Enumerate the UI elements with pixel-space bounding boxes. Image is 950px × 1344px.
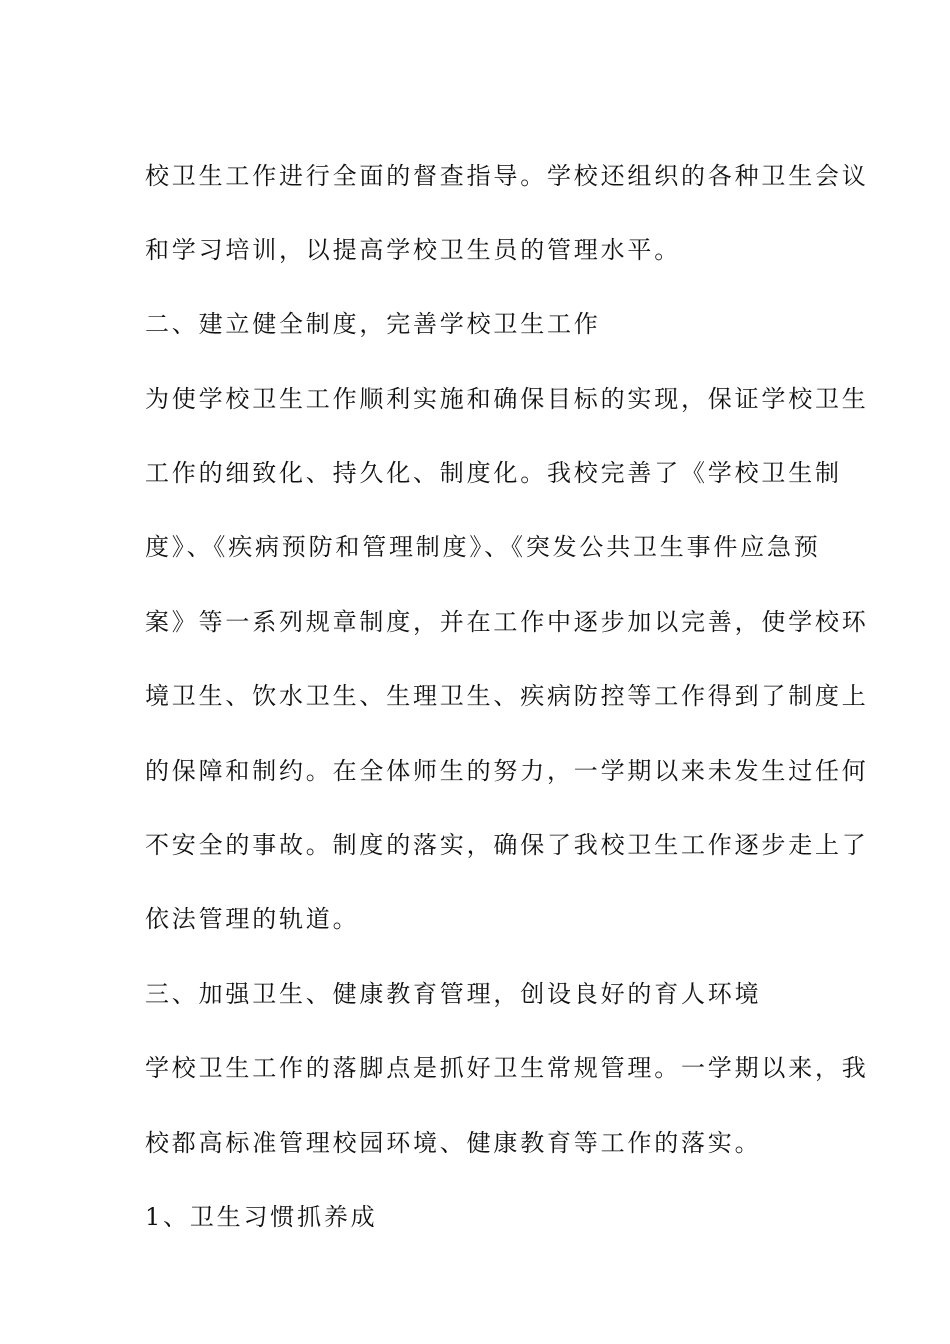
paragraph-line: 案》等一系列规章制度，并在工作中逐步加以完善，使学校环 <box>145 608 869 636</box>
paragraph-line: 学校卫生工作的落脚点是抓好卫生常规管理。一学期以来，我 <box>145 1054 869 1082</box>
paragraph-line: 为使学校卫生工作顺利实施和确保目标的实现，保证学校卫生 <box>145 385 869 413</box>
section-heading: 二、建立健全制度，完善学校卫生工作 <box>145 310 601 338</box>
paragraph-line: 校都高标准管理校园环境、健康教育等工作的落实。 <box>145 1129 762 1157</box>
paragraph-line: 的保障和制约。在全体师生的努力，一学期以来未发生过任何 <box>145 757 869 785</box>
subsection-heading: 1、卫生习惯抓养成 <box>145 1203 378 1231</box>
paragraph-line: 和学习培训，以提高学校卫生员的管理水平。 <box>145 236 681 264</box>
paragraph-line: 校卫生工作进行全面的督查指导。学校还组织的各种卫生会议 <box>145 162 869 190</box>
paragraph-line: 不安全的事故。制度的落实，确保了我校卫生工作逐步走上了 <box>145 831 869 859</box>
paragraph-line: 度》、《疾病预防和管理制度》、《突发公共卫生事件应急预 <box>145 533 821 561</box>
paragraph-line: 依法管理的轨道。 <box>145 905 360 933</box>
paragraph-line: 境卫生、饮水卫生、生理卫生、疾病防控等工作得到了制度上 <box>145 682 869 710</box>
section-heading: 三、加强卫生、健康教育管理，创设良好的育人环境 <box>145 980 762 1008</box>
paragraph-line: 工作的细致化、持久化、制度化。我校完善了《学校卫生制 <box>145 459 842 487</box>
